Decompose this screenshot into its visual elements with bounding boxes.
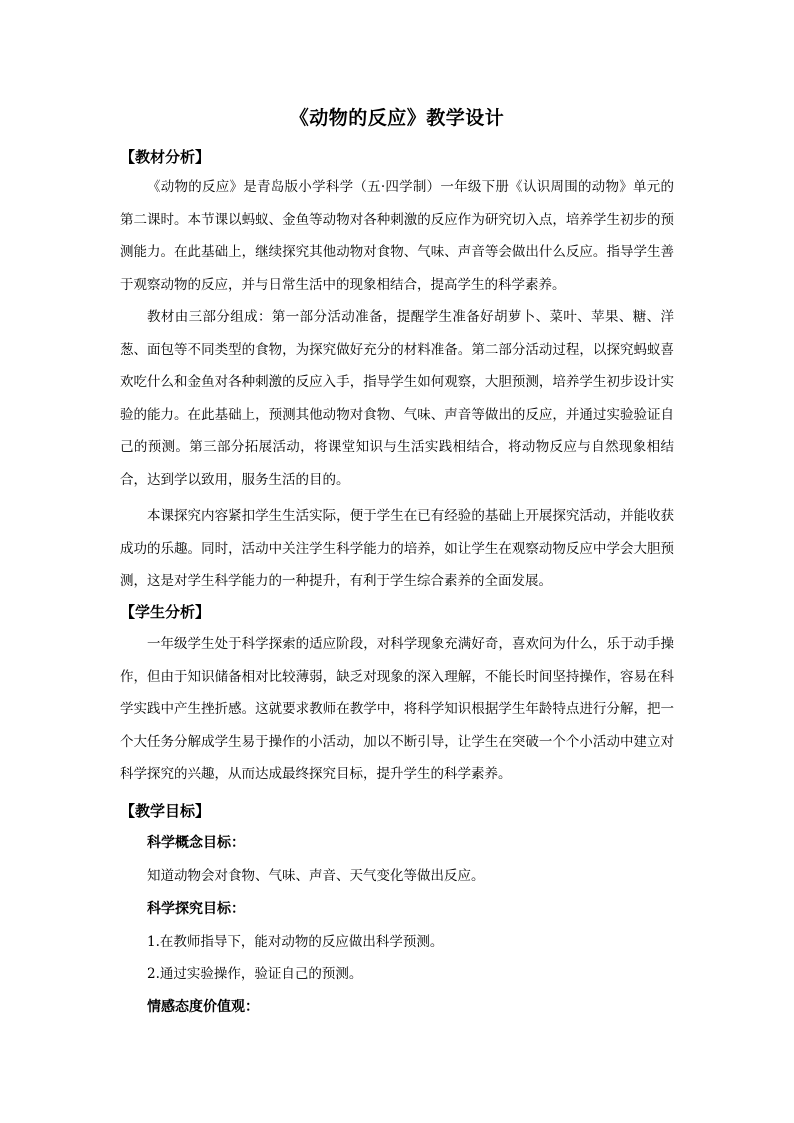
section-heading-textbook-analysis: 【教材分析】 (120, 148, 211, 166)
goal-heading-science-inquiry: 科学探究目标： (147, 901, 245, 917)
paragraph-student-1: 一年级学生处于科学探索的适应阶段，对科学现象充满好奇，喜欢问为什么，乐于动手操作，但由于知识储备相对比较薄弱，缺乏对现象的深入理解，不能长时间坚持操作，容易在科学实践中产生挫折感。这就要求教师在教学中，将科学知识根据学生年龄特点进行分解，把一个大任务分解成学生易于操作的小活动，加以不断引导，让学生在突破一个个小活动中建立对科学探究的兴趣，从而达成最终探究目标，提升学生的科学素养。 (120, 636, 674, 782)
goal-text-science-concept: 知道动物会对食物、气味、声音、天气变化等做出反应。 (147, 868, 485, 884)
section-heading-student-analysis: 【学生分析】 (120, 603, 211, 621)
goal-item-inquiry-2: 2.通过实验操作，验证自己的预测。 (147, 966, 363, 982)
document-title: 《动物的反应》教学设计 (289, 107, 505, 129)
goal-heading-science-concept: 科学概念目标： (147, 835, 245, 851)
paragraph-textbook-3: 本课探究内容紧扣学生生活实际，便于学生在已有经验的基础上开展探究活动，并能收获成功的乐趣。同时，活动中关注学生科学能力的培养，如让学生在观察动物反应中学会大胆预测，这是对学生科学能力的一种提升，有利于学生综合素养的全面发展。 (120, 508, 674, 589)
section-heading-teaching-goals: 【教学目标】 (120, 802, 211, 820)
paragraph-textbook-2: 教材由三部分组成：第一部分活动准备，提醒学生准备好胡萝卜、菜叶、苹果、糖、洋葱、面包等不同类型的食物，为探究做好充分的材料准备。第二部分活动过程，以探究蚂蚁喜欢吃什么和金鱼对各种刺激的反应入手，指导学生如何观察，大胆预测，培养学生初步设计实验的能力。在此基础上，预测其他动物对食物、气味、声音等做出的反应，并通过实验验证自己的预测。第三部分拓展活动，将课堂知识与生活实践相结合，将动物反应与自然现象相结合，达到学以致用，服务生活的目的。 (120, 309, 674, 488)
paragraph-textbook-1: 《动物的反应》是青岛版小学科学（五·四学制）一年级下册《认识周围的动物》单元的第二课时。本节课以蚂蚁、金鱼等动物对各种刺激的反应作为研究切入点，培养学生初步的预测能力。在此基础上，继续探究其他动物对食物、气味、声音等会做出什么反应。指导学生善于观察动物的反应，并与日常生活中的现象相结合，提高学生的科学素养。 (120, 179, 674, 293)
goal-heading-attitude-values: 情感态度价值观： (147, 999, 259, 1015)
goal-item-inquiry-1: 1.在教师指导下，能对动物的反应做出科学预测。 (147, 934, 444, 950)
